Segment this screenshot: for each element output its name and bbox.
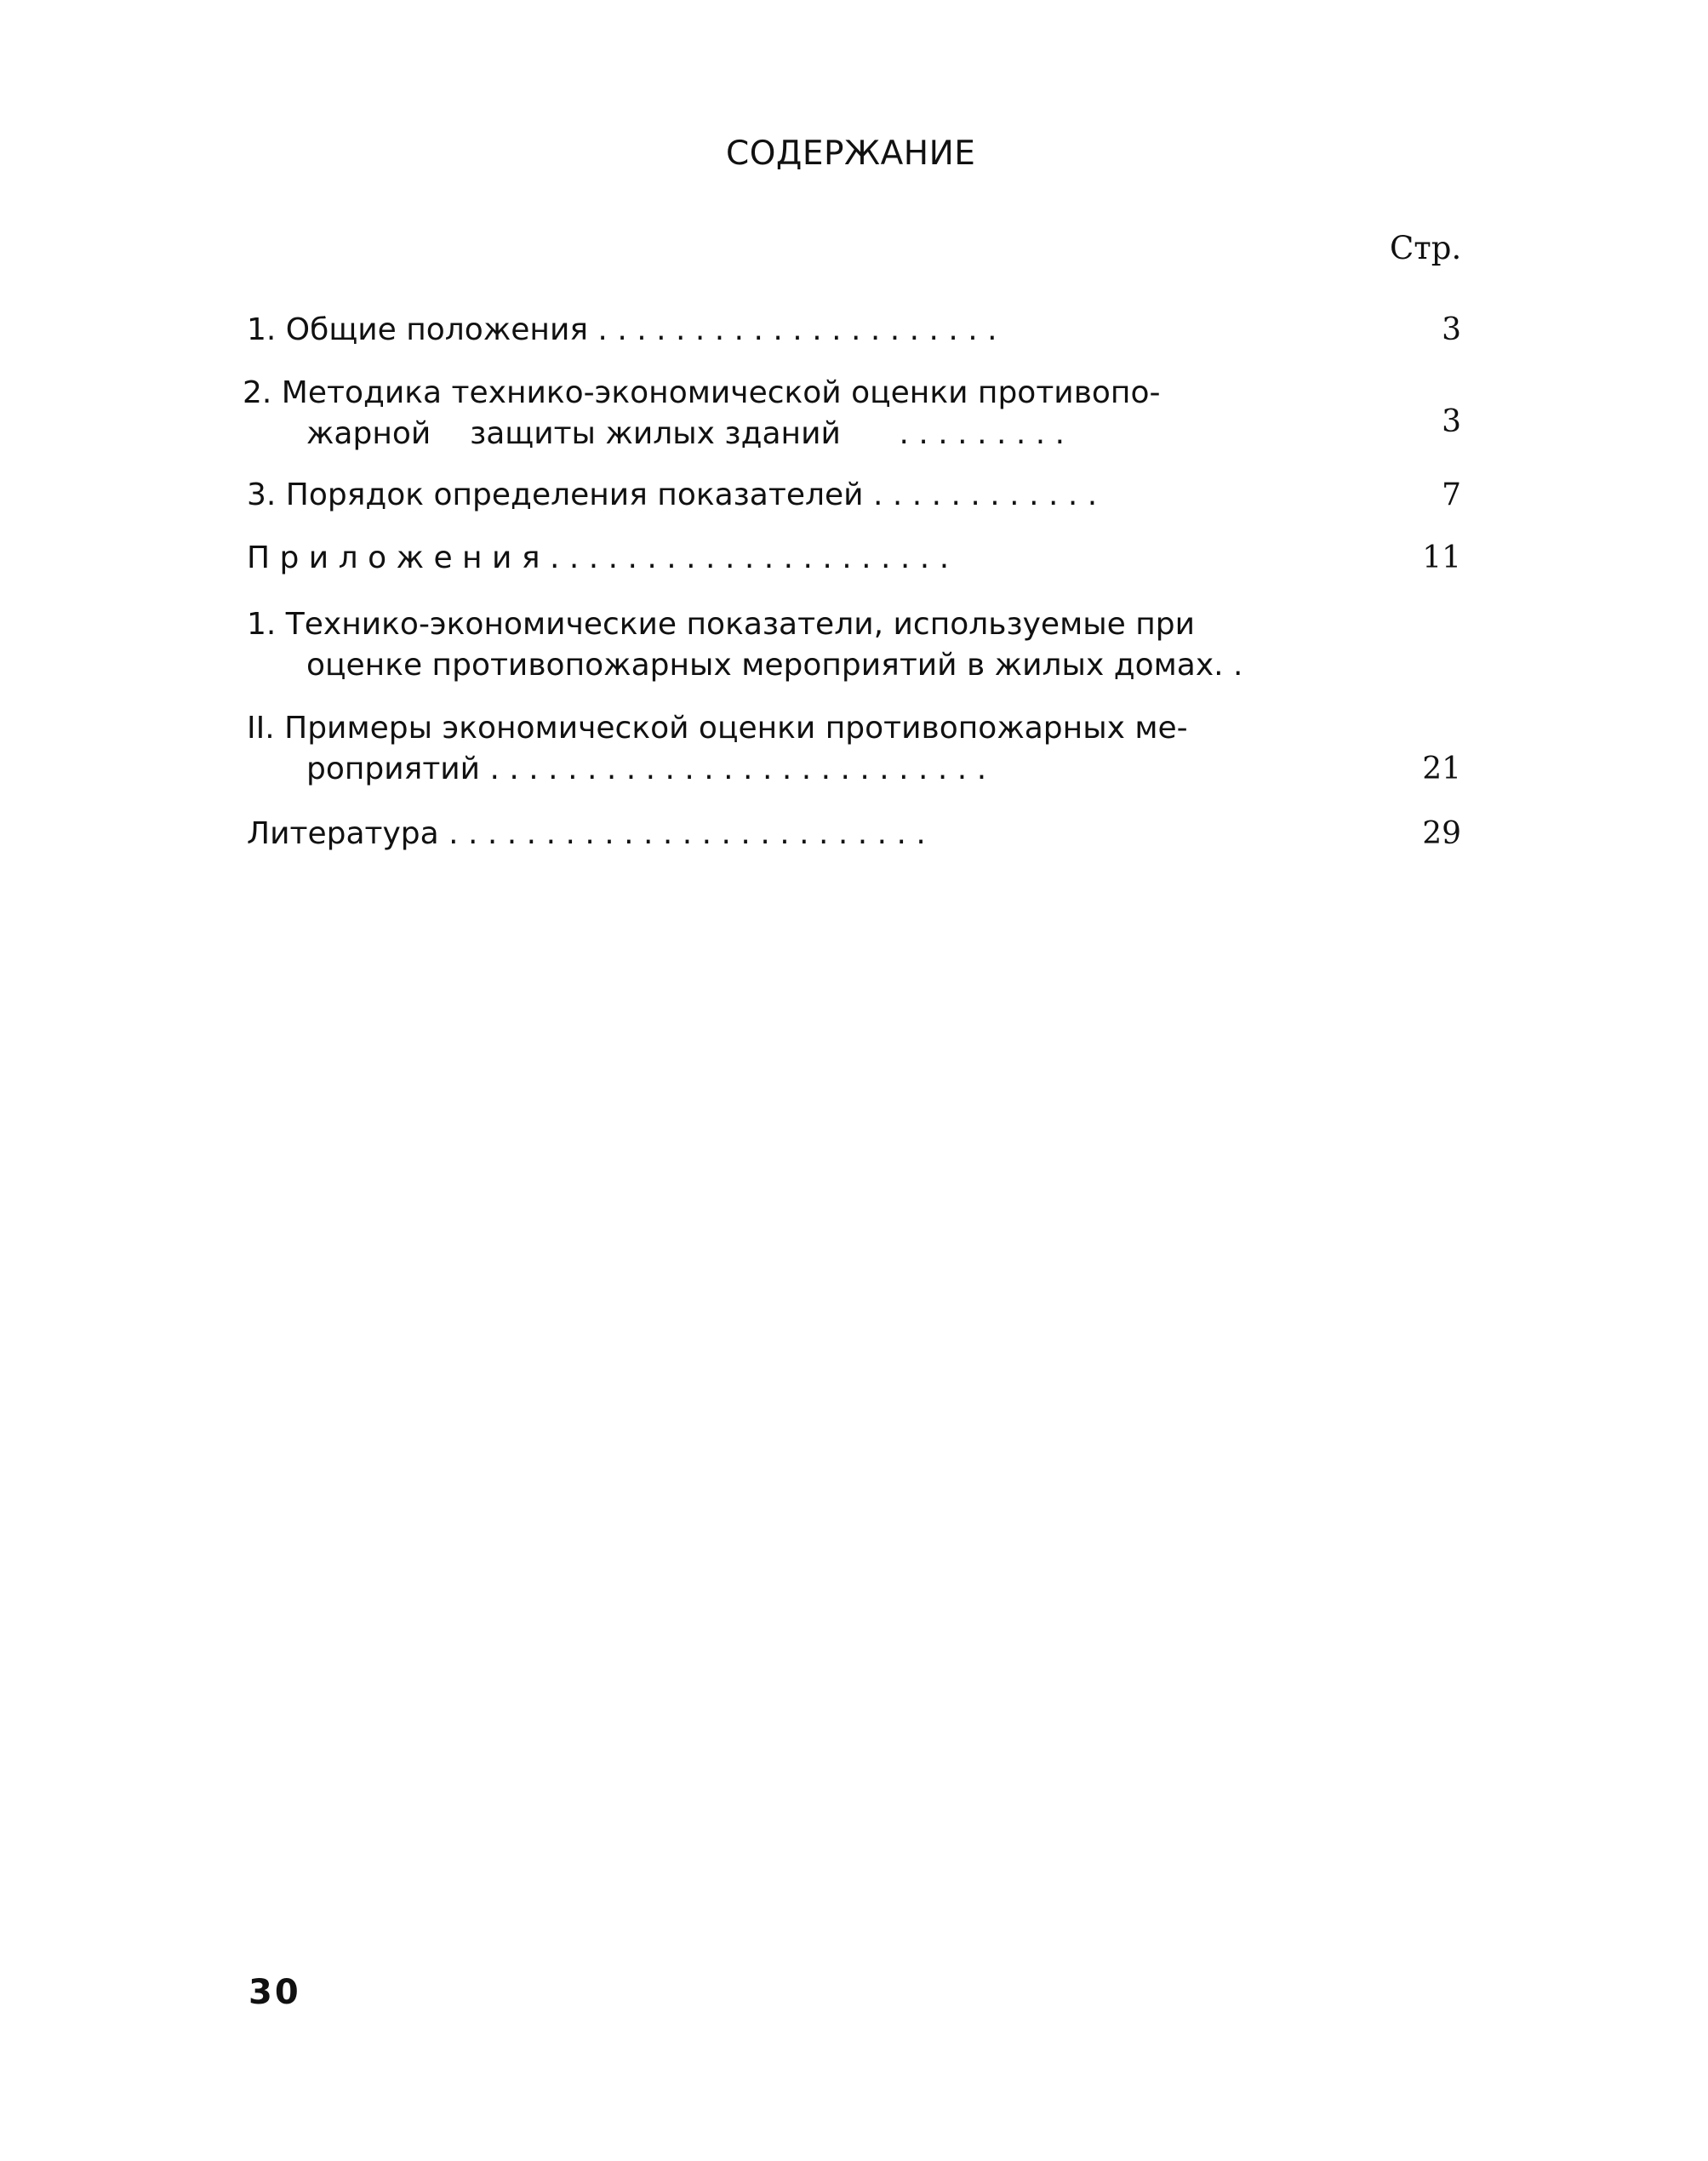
toc-entry-methodology-page-row	[0, 402, 1708, 443]
toc-entry-appendix-2[interactable]	[0, 708, 1708, 749]
toc-entry-appendices[interactable]	[0, 538, 1708, 579]
toc-entry-page: 21	[1422, 752, 1461, 786]
toc-entry-indicators-procedure[interactable]	[0, 475, 1708, 516]
toc-entry-page: 3	[1442, 404, 1461, 439]
toc-entry-text: 2. Методика технико-экономической оценки противопо-	[243, 375, 1161, 410]
toc-entry-appendix-2-cont[interactable]	[0, 749, 1708, 790]
toc-entry-text: жарной защиты жилых зданий . . . . . . . . .	[306, 416, 1065, 451]
toc-entry-text: оценке противопожарных мероприятий в жилых домах. .	[306, 648, 1243, 683]
toc-entry-text: 1. Общие положения . . . . . . . . . . . . . . . . . . . . .	[247, 312, 997, 347]
toc-entry-page: 11	[1422, 540, 1461, 575]
toc-entry-page: 3	[1442, 312, 1461, 347]
toc-entry-appendix-1[interactable]	[0, 604, 1708, 645]
toc-entry-literature[interactable]	[0, 814, 1708, 855]
page-number: 30	[248, 1973, 301, 2012]
toc-entry-appendix-1-cont[interactable]	[0, 645, 1708, 686]
toc-entry-page: 7	[1442, 477, 1461, 512]
toc-entry-general-provisions[interactable]	[0, 310, 1708, 351]
toc-entry-text: Литература . . . . . . . . . . . . . . . . . . . . . . . . .	[247, 816, 926, 851]
page-column-header: Стр.	[1390, 230, 1462, 266]
toc-entry-text: 1. Технико-экономические показатели, используемые при	[247, 607, 1196, 642]
toc-entry-text: 3. Порядок определения показателей . . . . . . . . . . . .	[247, 477, 1098, 512]
document-title: СОДЕРЖАНИЕ	[726, 134, 976, 173]
toc-entry-text: II. Примеры экономической оценки противопожарных ме-	[247, 711, 1188, 746]
toc-entry-text: П р и л о ж е н и я . . . . . . . . . . . . . . . . . . . . .	[247, 540, 950, 575]
toc-entry-page: 29	[1422, 816, 1461, 851]
toc-entry-text: роприятий . . . . . . . . . . . . . . . . . . . . . . . . . .	[306, 752, 987, 786]
